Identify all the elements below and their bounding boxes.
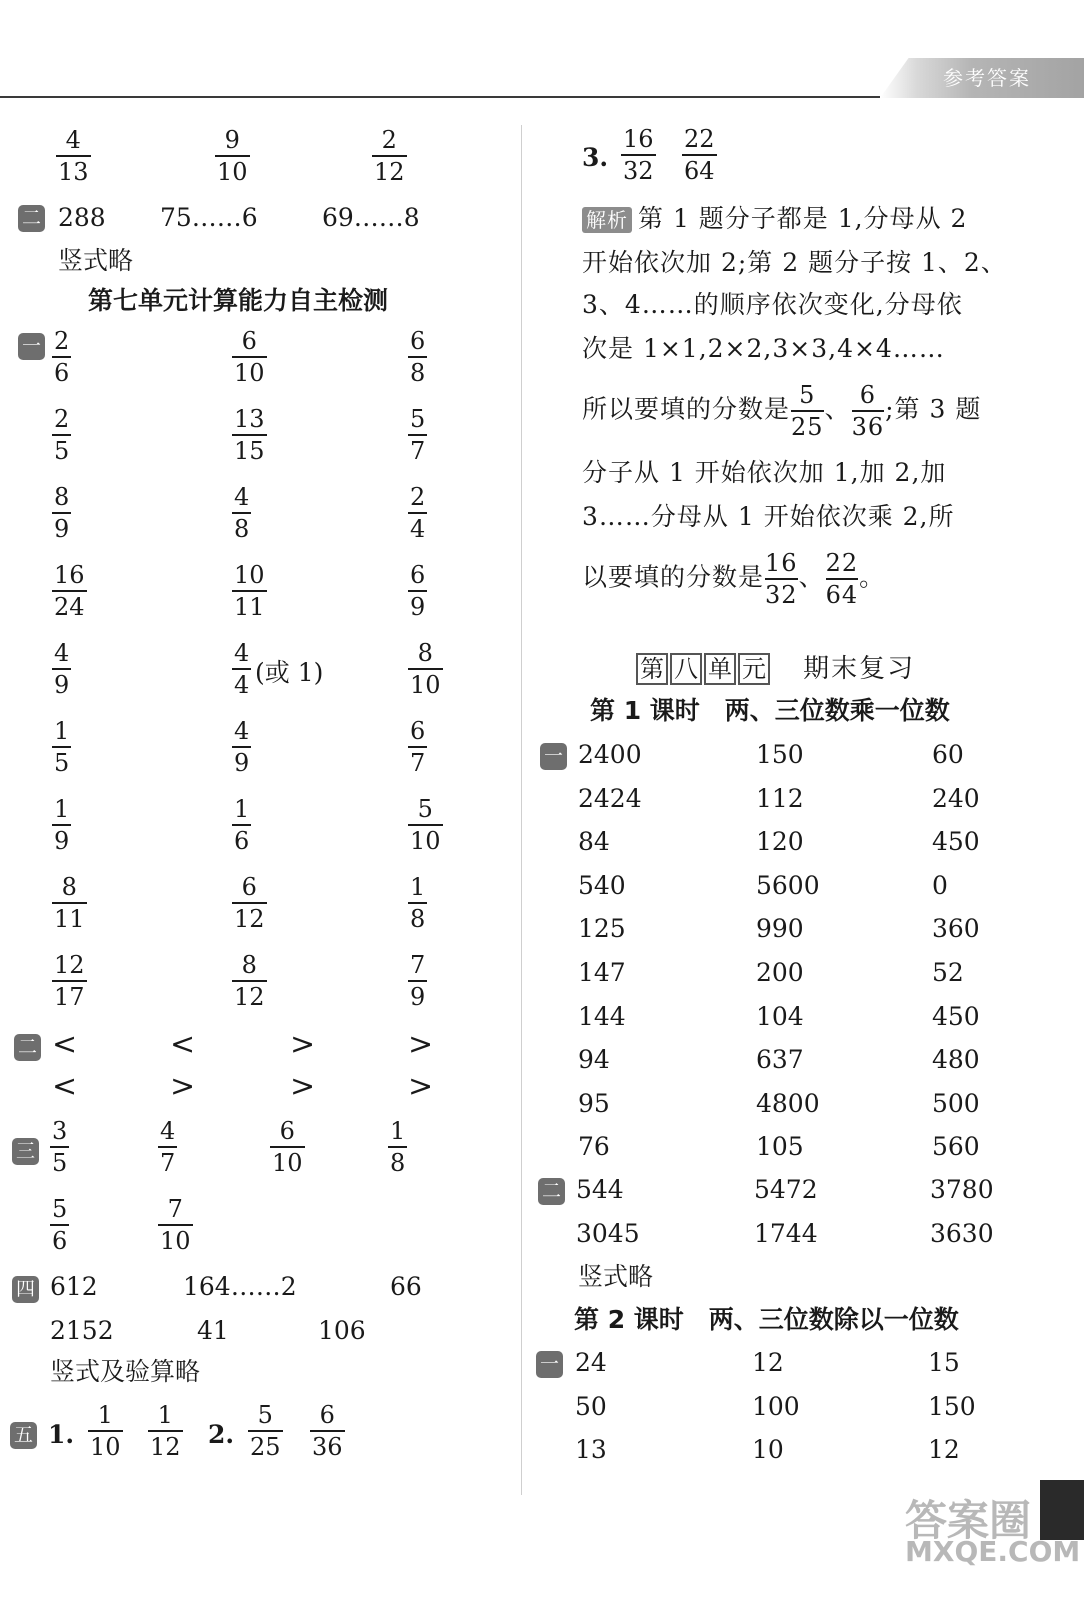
answer-cell: 990 [756, 914, 804, 944]
compare-sign: < [52, 1027, 78, 1062]
answer-cell: 540 [578, 870, 626, 900]
fraction: 1 9 [54, 795, 70, 855]
answer-cell: 500 [932, 1088, 980, 1118]
answer-cell: 1744 [754, 1218, 818, 1248]
compare-sign: > [290, 1027, 316, 1062]
answer-cell: 2400 [578, 740, 642, 769]
section-badge-er: 二 [18, 205, 45, 232]
fraction: 16 24 [54, 561, 85, 621]
fraction: 6 10 [234, 327, 265, 387]
compare-sign: > [290, 1069, 316, 1104]
answer-cell: 104 [756, 1001, 804, 1031]
fraction: 4 4 [234, 639, 250, 699]
fraction: 6 12 [234, 873, 265, 933]
answer: 66 [390, 1272, 422, 1301]
fraction: 5 7 [410, 405, 426, 465]
page-tab [1040, 1480, 1084, 1540]
header-label: 参考答案 [943, 66, 1031, 90]
question-number: 3. [582, 143, 609, 172]
fraction: 2 5 [54, 405, 70, 465]
analysis-line: 解析 第 1 题分子都是 1,分母从 2 [582, 204, 1022, 234]
lesson-title: 第 1 课时 两、三位数乘一位数 [590, 696, 950, 725]
answer-cell: 5472 [754, 1175, 818, 1204]
answer: 288 [58, 203, 106, 232]
fraction: $\frac{16}{32}$ [765, 549, 798, 609]
analysis-line: 以要填的分数是 $\frac{16}{32}$ 、 $\frac{22}{64}$ 。 [582, 549, 886, 609]
fraction: 4 7 [160, 1117, 176, 1177]
fraction: 1 8 [410, 873, 426, 933]
analysis-line: 开始依次加 2;第 2 题分子按 1、2、 [582, 248, 1007, 277]
fraction: 4 9 [54, 639, 70, 699]
answer-cell: 100 [752, 1391, 800, 1421]
answer: 164……2 [183, 1272, 297, 1301]
fraction: 6 10 [272, 1117, 303, 1177]
watermark-url: MXQE.COM [905, 1535, 1081, 1568]
fraction: 4 9 [234, 717, 250, 777]
section-badge-san: 三 [12, 1138, 39, 1165]
answer-cell: 60 [932, 740, 964, 769]
fraction: 12 17 [54, 951, 85, 1011]
answer-cell: 50 [575, 1391, 607, 1421]
answer-cell: 2424 [578, 783, 642, 813]
unit-title: 期末复习 [803, 654, 916, 684]
column-divider [521, 125, 522, 1495]
lesson-title: 第 2 课时 两、三位数除以一位数 [574, 1305, 959, 1334]
compare-sign: < [52, 1069, 78, 1104]
analysis-line: 3、4……的顺序依次变化,分母依 [582, 290, 963, 319]
answer-cell: 120 [756, 827, 804, 857]
fraction: 5 25 [250, 1401, 281, 1461]
fraction: 9 10 [217, 126, 248, 186]
answer-cell: 150 [756, 740, 804, 769]
analysis-line: 3……分母从 1 开始依次乘 2,所 [582, 502, 955, 531]
answer-cell: 105 [756, 1132, 804, 1162]
answer-cell: 76 [578, 1132, 610, 1162]
fraction: 8 9 [54, 483, 70, 543]
answer: 612 [50, 1272, 98, 1301]
fraction: 4 13 [58, 126, 89, 186]
fraction: 4 8 [234, 483, 250, 543]
answer-cell: 637 [756, 1045, 804, 1075]
fraction: 7 9 [410, 951, 426, 1011]
answer-cell: 3780 [930, 1175, 994, 1204]
fraction: 6 36 [312, 1401, 343, 1461]
answer-cell: 0 [932, 870, 948, 900]
answer-cell: 240 [932, 783, 980, 813]
fraction: 10 11 [234, 561, 265, 621]
question-number: 2. [208, 1420, 235, 1449]
fraction: 6 9 [410, 561, 426, 621]
fraction: 5 10 [410, 795, 441, 855]
note: 竖式略 [58, 246, 134, 275]
fraction: 2 4 [410, 483, 426, 543]
analysis-line: 次是 1×1,2×2,3×3,4×4…… [582, 334, 945, 363]
fraction: 1 6 [234, 795, 250, 855]
answer-cell: 450 [932, 1001, 980, 1031]
fraction: 2 12 [374, 126, 405, 186]
fraction: 2 6 [54, 327, 70, 387]
fraction: 1 8 [390, 1117, 406, 1177]
answer-cell: 147 [578, 958, 626, 987]
fraction: 8 12 [234, 951, 265, 1011]
fraction: 1 10 [90, 1401, 121, 1461]
fraction: 6 8 [410, 327, 426, 387]
answer-cell: 144 [578, 1001, 626, 1031]
section-badge-er: 二 [14, 1034, 41, 1061]
answer-cell: 4800 [756, 1088, 820, 1118]
answer-cell: 15 [928, 1348, 960, 1377]
header-rule [0, 96, 880, 98]
analysis-tag: 解析 [582, 207, 632, 233]
answer-cell: 450 [932, 827, 980, 857]
fraction: 13 15 [234, 405, 265, 465]
answer-cell: 125 [578, 914, 626, 944]
answer-cell: 150 [928, 1391, 976, 1421]
answer-cell: 544 [576, 1175, 624, 1204]
alt-answer: (或 1) [255, 658, 324, 687]
compare-sign: > [408, 1027, 434, 1062]
answer-cell: 12 [752, 1348, 784, 1377]
compare-sign: > [408, 1069, 434, 1104]
answer: 69……8 [322, 203, 420, 232]
compare-sign: < [170, 1027, 196, 1062]
watermark: 答案圈 [905, 1496, 1032, 1545]
answer-cell: 12 [928, 1435, 960, 1464]
analysis-line: 分子从 1 开始依次加 1,加 2,加 [582, 458, 947, 487]
answer-cell: 3630 [930, 1218, 994, 1248]
fraction: 5 6 [52, 1195, 68, 1255]
fraction: 1 12 [150, 1401, 181, 1461]
question-number: 1. [48, 1420, 75, 1449]
answer-cell: 94 [578, 1045, 610, 1075]
fraction: 1 5 [54, 717, 70, 777]
answer: 75……6 [160, 203, 258, 232]
note: 竖式及验算略 [50, 1357, 201, 1386]
note: 竖式略 [578, 1262, 654, 1291]
analysis-line: 所以要填的分数是 $\frac{5}{25}$ 、 $\frac{6}{36}$ ;第 3 题 [582, 381, 982, 441]
fraction: 7 10 [160, 1195, 191, 1255]
fraction: 3 5 [52, 1117, 68, 1177]
section-badge-wu: 五 [10, 1422, 37, 1449]
section-badge-yi: 一 [536, 1351, 563, 1378]
answer-cell: 112 [756, 783, 804, 813]
section-badge-er: 二 [538, 1178, 565, 1205]
answer-cell: 24 [575, 1348, 607, 1377]
answer: 106 [318, 1316, 366, 1345]
compare-sign: > [170, 1069, 196, 1104]
answer: 41 [197, 1316, 229, 1345]
fraction: 16 32 [623, 125, 654, 185]
section-badge-yi: 一 [18, 333, 45, 360]
fraction: $\frac{5}{25}$ [791, 381, 824, 441]
answer-cell: 5600 [756, 870, 820, 900]
answer-cell: 360 [932, 914, 980, 944]
fraction: 8 10 [410, 639, 441, 699]
fraction: $\frac{22}{64}$ [825, 549, 859, 609]
fraction: $\frac{6}{36}$ [851, 381, 885, 441]
unit-heading: 第 八 单 元 期末复习 [636, 648, 915, 685]
answer-cell: 560 [932, 1132, 980, 1162]
section-badge-yi: 一 [540, 743, 567, 770]
section-title: 第七单元计算能力自主检测 [88, 286, 389, 315]
fraction: 6 7 [410, 717, 426, 777]
answer-cell: 200 [756, 958, 804, 987]
answer: 2152 [50, 1316, 114, 1345]
answer-cell: 52 [932, 958, 964, 987]
answer-cell: 84 [578, 827, 610, 857]
section-badge-si: 四 [12, 1276, 39, 1303]
answer-cell: 13 [575, 1435, 607, 1464]
answer-cell: 480 [932, 1045, 980, 1075]
fraction: 8 11 [54, 873, 85, 933]
answer-cell: 3045 [576, 1218, 640, 1248]
answer-cell: 10 [752, 1435, 784, 1464]
fraction: 22 64 [684, 125, 715, 185]
answer-cell: 95 [578, 1088, 610, 1118]
